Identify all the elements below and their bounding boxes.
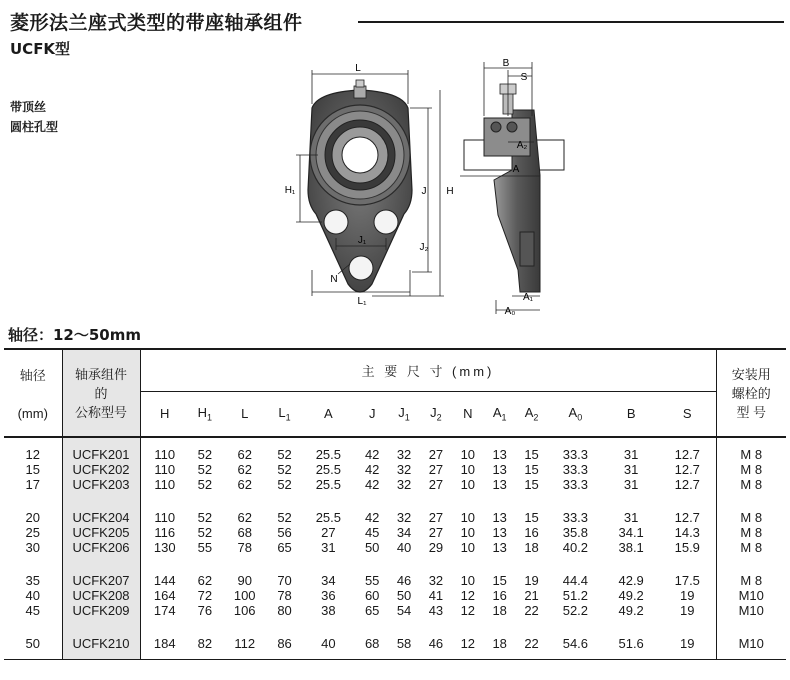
dim-cell: 12 (460, 636, 476, 651)
dim-label-l: L (355, 63, 361, 74)
dim-cell: 21 (524, 588, 539, 603)
dim-cell: 62 (237, 510, 252, 525)
dim-cell: 144 (153, 573, 176, 588)
table-row (4, 447, 786, 462)
dim-cell: 110 (154, 510, 176, 525)
dim-label-l1: L₁ (357, 296, 367, 307)
dim-cell: 130 (153, 540, 176, 555)
col-header-model: 轴承组件 的 公称型号 (62, 349, 140, 437)
dim-header-a2: $A_2$ (516, 391, 548, 437)
dim-cell: 12.7 (674, 510, 700, 525)
dim-cell: 27 (321, 525, 336, 540)
dim-cell: 52 (277, 510, 292, 525)
dim-cell: 42 (364, 477, 380, 492)
dim-cell: 22 (524, 603, 539, 618)
shaft-cell: 35 (4, 573, 62, 588)
bearing-unit-drawing (0, 0, 790, 330)
dim-cell: 22 (524, 636, 539, 651)
dim-cell: 52.2 (562, 603, 589, 618)
dim-cell: 35.8 (562, 525, 589, 540)
dim-cell: 16 (524, 525, 539, 540)
shaft-cell: 12 (4, 447, 62, 462)
dim-cell: 82 (197, 636, 213, 651)
dim-cell: 13 (492, 510, 507, 525)
dim-cell: 10 (460, 525, 476, 540)
dim-cell: 27 (428, 525, 444, 540)
dim-cell: 52 (197, 462, 213, 477)
dim-header-l1: $L_1$ (269, 391, 301, 437)
dim-cell: 15.9 (674, 540, 700, 555)
model-cell: UCFK210 (62, 636, 140, 651)
dim-cell: 32 (396, 462, 412, 477)
bolt-cell: M10 (716, 603, 786, 618)
dim-cell: 112 (234, 636, 256, 651)
bolt-cell: M 8 (716, 462, 786, 477)
dim-cell: 13 (492, 447, 507, 462)
dim-cell: 62 (237, 447, 252, 462)
dim-cell: 76 (197, 603, 213, 618)
dim-cell: 12.7 (674, 477, 700, 492)
dim-header-h: H (140, 391, 189, 437)
dim-cell: 15 (524, 447, 539, 462)
dim-cell: 18 (492, 636, 507, 651)
dim-cell: 90 (237, 573, 252, 588)
dim-cell: 19 (680, 603, 695, 618)
table-row (4, 603, 786, 618)
dim-cell: 34 (321, 573, 336, 588)
table-row (4, 573, 786, 588)
dim-cell: 86 (277, 636, 292, 651)
dim-cell: 54 (396, 603, 412, 618)
dim-cell: 32 (428, 573, 444, 588)
dim-cell: 10 (460, 462, 476, 477)
dim-cell: 34.1 (618, 525, 644, 540)
dim-cell: 72 (197, 588, 213, 603)
dim-cell: 164 (153, 588, 176, 603)
dim-cell: 55 (364, 573, 380, 588)
col-header-bolt: 安装用 螺栓的 型 号 (716, 349, 786, 437)
dim-cell: 12 (460, 603, 476, 618)
dim-cell: 58 (396, 636, 412, 651)
dim-cell: 14.3 (674, 525, 700, 540)
dim-header-a: A (300, 391, 356, 437)
page-title: 菱形法兰座式类型的带座轴承组件 (10, 12, 303, 34)
note-set-screw: 带顶丝 (10, 100, 47, 114)
dim-cell: 62 (237, 462, 252, 477)
dim-cell: 78 (277, 588, 292, 603)
dim-cell: 17.5 (674, 573, 700, 588)
bolt-cell: M 8 (716, 525, 786, 540)
dim-label-h: H (446, 186, 454, 197)
dim-cell: 100 (233, 588, 256, 603)
dim-cell: 52 (277, 477, 292, 492)
dim-header-a1: $A_1$ (484, 391, 516, 437)
dim-cell: 25.5 (315, 510, 342, 525)
dim-header-s: S (659, 391, 716, 437)
dim-cell: 10 (460, 447, 476, 462)
shaft-cell: 20 (4, 510, 62, 525)
model-cell: UCFK204 (62, 510, 140, 525)
model-cell: UCFK205 (62, 525, 140, 540)
dim-cell: 10 (460, 510, 476, 525)
dim-cell: 13 (492, 477, 507, 492)
dim-cell: 27 (428, 510, 444, 525)
dim-cell: 62 (197, 573, 213, 588)
dim-cell: 106 (233, 603, 256, 618)
table-row (4, 510, 786, 525)
dim-cell: 15 (492, 573, 507, 588)
shaft-cell: 30 (4, 540, 62, 555)
table-row (4, 477, 786, 492)
dim-cell: 42.9 (618, 573, 644, 588)
dim-cell: 45 (364, 525, 380, 540)
dim-cell: 12 (460, 588, 476, 603)
bolt-cell: M 8 (716, 540, 786, 555)
dim-cell: 19 (680, 588, 695, 603)
dim-cell: 52 (277, 462, 292, 477)
dim-cell: 13 (492, 525, 507, 540)
model-series-title: UCFK型 (10, 40, 71, 58)
dim-cell: 40 (396, 540, 412, 555)
dim-cell: 33.3 (562, 462, 589, 477)
dim-label-a: A (512, 164, 520, 175)
dim-cell: 27 (428, 462, 444, 477)
shaft-cell: 25 (4, 525, 62, 540)
dim-label-a0: A₀ (504, 306, 516, 317)
dim-cell: 33.3 (562, 510, 589, 525)
dim-cell: 10 (460, 573, 476, 588)
note-cylindrical-bore: 圆柱孔型 (10, 120, 59, 134)
dim-cell: 42 (364, 510, 380, 525)
model-cell: UCFK207 (62, 573, 140, 588)
dim-cell: 31 (623, 510, 639, 525)
dim-cell: 12.7 (674, 462, 700, 477)
dim-cell: 33.3 (562, 477, 589, 492)
dim-header-b: B (603, 391, 659, 437)
dim-label-a1: A₁ (522, 292, 534, 303)
dim-cell: 34 (396, 525, 412, 540)
dim-cell: 41 (428, 588, 444, 603)
shaft-cell: 45 (4, 603, 62, 618)
dim-header-h1: $H_1$ (189, 391, 221, 437)
dim-cell: 31 (623, 447, 639, 462)
dim-cell: 80 (277, 603, 292, 618)
bolt-cell: M 8 (716, 447, 786, 462)
shaft-cell: 50 (4, 636, 62, 651)
dim-cell: 38.1 (618, 540, 644, 555)
bolt-cell: M 8 (716, 510, 786, 525)
dim-cell: 27 (428, 447, 444, 462)
model-cell: UCFK206 (62, 540, 140, 555)
dim-label-j1: J₁ (357, 235, 367, 246)
dim-cell: 40 (321, 636, 336, 651)
spec-table (4, 348, 786, 660)
dim-cell: 15 (524, 477, 539, 492)
bolt-cell: M 8 (716, 477, 786, 492)
dim-cell: 29 (428, 540, 444, 555)
shaft-cell: 15 (4, 462, 62, 477)
shaft-cell: 17 (4, 477, 62, 492)
dim-cell: 42 (364, 447, 380, 462)
dim-cell: 19 (680, 636, 695, 651)
dim-cell: 110 (154, 462, 176, 477)
model-cell: UCFK202 (62, 462, 140, 477)
dim-cell: 52 (197, 447, 213, 462)
dim-cell: 54.6 (562, 636, 589, 651)
dim-cell: 65 (277, 540, 292, 555)
dim-cell: 46 (396, 573, 412, 588)
dim-cell: 60 (364, 588, 380, 603)
model-cell: UCFK208 (62, 588, 140, 603)
dim-cell: 78 (237, 540, 252, 555)
bolt-cell: M10 (716, 636, 786, 651)
dim-cell: 55 (197, 540, 213, 555)
table-row (4, 588, 786, 603)
dim-cell: 52 (277, 447, 292, 462)
table-row (4, 525, 786, 540)
dim-cell: 27 (428, 477, 444, 492)
dim-cell: 32 (396, 447, 412, 462)
dim-cell: 10 (460, 477, 476, 492)
dim-cell: 174 (153, 603, 176, 618)
bolt-cell: M 8 (716, 573, 786, 588)
dim-cell: 31 (321, 540, 336, 555)
dim-header-n: N (452, 391, 484, 437)
dim-label-j2: J₂ (419, 242, 429, 253)
dim-cell: 184 (153, 636, 176, 651)
dim-header-l: L (221, 391, 269, 437)
dim-cell: 62 (237, 477, 252, 492)
dim-cell: 68 (237, 525, 252, 540)
dim-cell: 110 (154, 447, 176, 462)
dim-cell: 68 (364, 636, 380, 651)
dim-cell: 32 (396, 510, 412, 525)
dim-cell: 31 (623, 477, 639, 492)
model-cell: UCFK209 (62, 603, 140, 618)
dim-cell: 44.4 (562, 573, 589, 588)
model-cell: UCFK201 (62, 447, 140, 462)
dim-cell: 10 (460, 540, 476, 555)
dim-cell: 51.2 (562, 588, 589, 603)
dim-cell: 19 (524, 573, 539, 588)
dim-cell: 13 (492, 540, 507, 555)
dim-label-a2: A₂ (516, 140, 528, 151)
dim-cell: 51.6 (618, 636, 644, 651)
dim-header-a0: $A_0$ (548, 391, 604, 437)
dim-cell: 18 (524, 540, 539, 555)
dim-cell: 15 (524, 510, 539, 525)
dim-cell: 18 (492, 603, 507, 618)
dim-label-b: B (502, 58, 510, 69)
dim-cell: 50 (364, 540, 380, 555)
dim-cell: 25.5 (315, 447, 342, 462)
dim-cell: 110 (154, 477, 176, 492)
table-row (4, 636, 786, 651)
dim-label-j: J (421, 186, 427, 197)
dim-cell: 52 (197, 525, 213, 540)
col-header-dimensions: 主 要 尺 寸 (mm) (140, 349, 716, 391)
dim-label-h1: H₁ (284, 185, 296, 196)
dim-cell: 46 (428, 636, 444, 651)
dim-cell: 12.7 (674, 447, 700, 462)
dim-cell: 33.3 (562, 447, 589, 462)
model-cell: UCFK203 (62, 477, 140, 492)
dim-cell: 116 (154, 525, 176, 540)
dim-cell: 13 (492, 462, 507, 477)
bolt-cell: M10 (716, 588, 786, 603)
dim-cell: 16 (492, 588, 507, 603)
dim-cell: 49.2 (618, 588, 644, 603)
dim-cell: 49.2 (618, 603, 644, 618)
front-view (285, 63, 454, 307)
dim-cell: 56 (277, 525, 292, 540)
dim-cell: 31 (623, 462, 639, 477)
side-view (460, 58, 564, 317)
dim-cell: 38 (321, 603, 336, 618)
dim-label-n: N (330, 274, 338, 285)
table-row (4, 540, 786, 555)
dim-cell: 50 (396, 588, 412, 603)
shaft-cell: 40 (4, 588, 62, 603)
col-header-shaft: 轴径 (mm) (4, 349, 62, 437)
dim-cell: 36 (321, 588, 336, 603)
shaft-range-title: 轴径：12～50mm (8, 326, 142, 344)
dim-cell: 42 (364, 462, 380, 477)
dim-cell: 25.5 (315, 477, 342, 492)
dim-header-j2: $J_2$ (420, 391, 452, 437)
dim-cell: 52 (197, 510, 213, 525)
dim-cell: 32 (396, 477, 412, 492)
dim-label-s: S (520, 72, 528, 83)
dim-cell: 65 (364, 603, 380, 618)
table-row (4, 462, 786, 477)
dim-cell: 43 (428, 603, 444, 618)
dim-cell: 52 (197, 477, 213, 492)
dim-cell: 25.5 (315, 462, 342, 477)
dim-cell: 70 (277, 573, 292, 588)
dim-header-j: J (356, 391, 388, 437)
dim-header-j1: $J_1$ (388, 391, 420, 437)
dim-cell: 15 (524, 462, 539, 477)
dim-cell: 40.2 (562, 540, 589, 555)
